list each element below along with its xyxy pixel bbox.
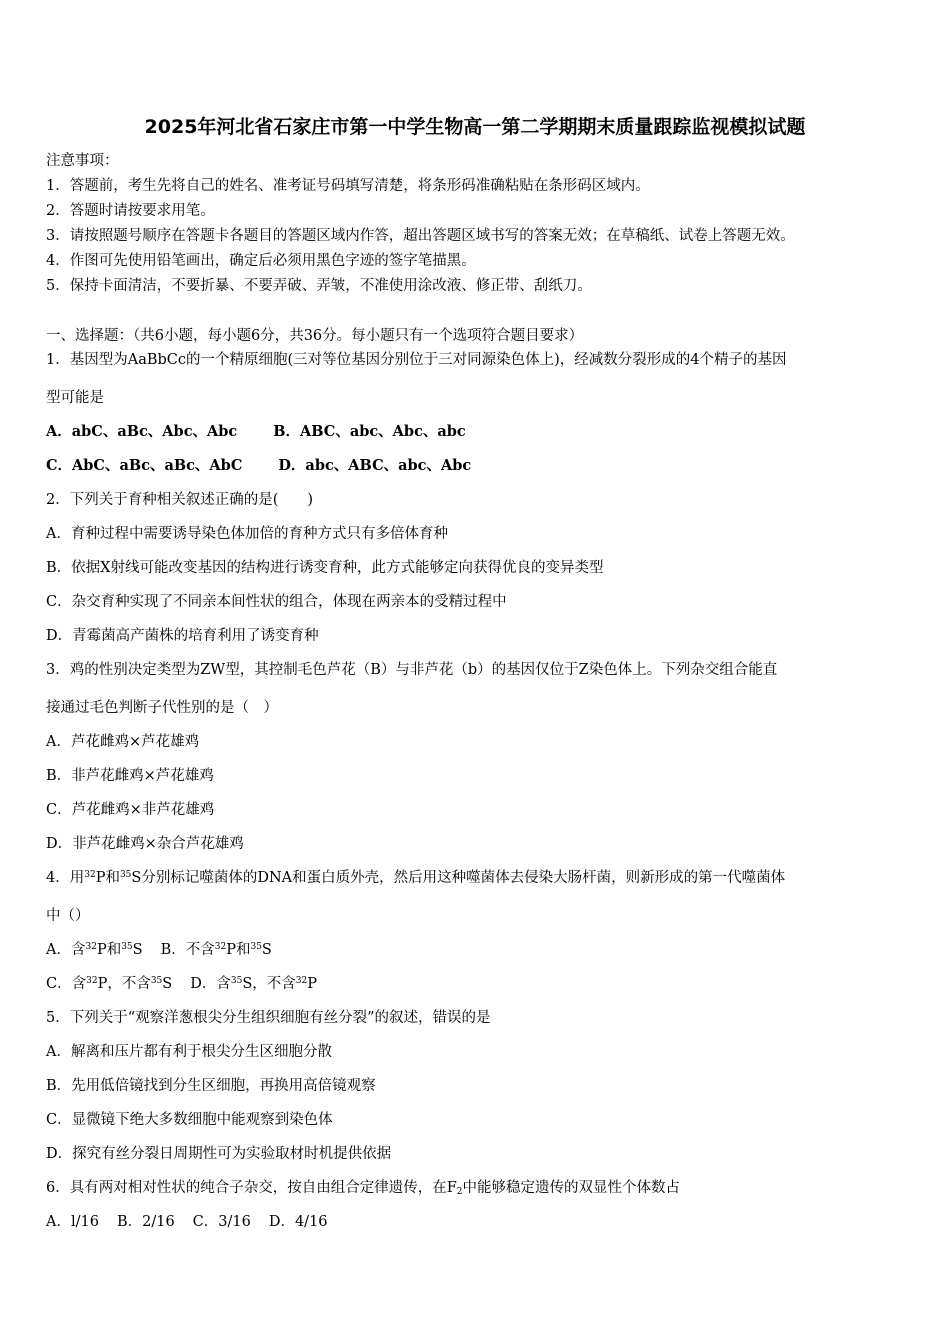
q2-option-d: D．青霉菌高产菌株的培育利用了诱变育种 [46,628,319,644]
q1-option-d: D．abc、ABC、abc、Abc [278,457,472,474]
q5-option-d: D．探究有丝分裂日周期性可为实验取材时机提供依据 [46,1146,392,1162]
q4-options-row2 [46,974,317,994]
q4-stem-line1: 4．用$^{32}$P和$^{35}$S分别标记噬菌体的DNA和蛋白质外壳，然后用这种噬菌体去侵染大肠杆菌，则新形成的第一代噬菌体 [46,870,786,886]
q1-stem-line2: 型可能是 [46,390,104,406]
q6-options [46,1212,328,1232]
q5-stem: 5．下列关于“观察洋葱根尖分生组织细胞有丝分裂”的叙述，错误的是 [46,1010,491,1026]
page-title: 2025年河北省石家庄市第一中学生物高一第二学期期末质量跟踪监视模拟试题 [144,116,806,138]
q6-option-d: D．4/16 [268,1214,328,1230]
q1-stem-line1: 1．基因型为AaBbCc的一个精原细胞(三对等位基因分别位于三对同源染色体上)，经减数分裂形成的4个精子的基因 [46,352,787,368]
q3-stem-line1: 3．鸡的性别决定类型为ZW型，其控制毛色芦花（B）与非芦花（b）的基因仅位于Z染色体上。下列杂交组合能直 [46,662,778,678]
q2-option-b: B．依据X射线可能改变基因的结构进行诱变育种，此方式能够定向获得优良的变异类型 [46,560,604,576]
q2-option-c: C．杂交育种实现了不同亲本间性状的组合，体现在两亲本的受精过程中 [46,594,507,610]
section-heading: 一、选择题：（共6小题，每小题6分，共36分。每小题只有一个选项符合题目要求） [46,328,584,344]
q1-options-row2 [46,456,471,476]
q4-option-a: A．含$^{32}$P和$^{35}$S [46,942,143,958]
q6-option-a: A．l/16 [46,1214,99,1230]
q4-stem-line2: 中（） [46,908,90,924]
q4-option-c: C．含$^{32}$P，不含$^{35}$S [46,976,173,992]
q3-option-c: C．芦花雌鸡×非芦花雄鸡 [46,802,215,818]
q6-option-b: B．2/16 [116,1214,175,1230]
notice-item-4: 4．作图可先使用铅笔画出，确定后必须用黑色字迹的签字笔描黑。 [46,253,476,269]
q1-option-c: C．AbC、aBc、aBc、AbC [46,457,243,474]
q1-option-a: A．abC、aBc、Abc、Abc [46,423,238,440]
q4-option-d: D．含$^{35}$S，不含$^{32}$P [190,976,317,992]
q6-option-c: C．3/16 [192,1214,251,1230]
notice-item-2: 2．答题时请按要求用笔。 [46,203,215,219]
notice-heading: 注意事项： [46,153,119,169]
q4-option-b: B．不含$^{32}$P和$^{35}$S [160,942,272,958]
q3-option-a: A．芦花雌鸡×芦花雄鸡 [46,734,200,750]
q2-stem: 2．下列关于育种相关叙述正确的是( ) [46,492,314,508]
q4-options-row1 [46,940,272,960]
notice-item-1: 1．答题前，考生先将自己的姓名、准考证号码填写清楚，将条形码准确粘贴在条形码区域内。 [46,178,650,194]
q2-option-a: A．育种过程中需要诱导染色体加倍的育种方式只有多倍体育种 [46,526,448,542]
q6-stem: 6．具有两对相对性状的纯合子杂交，按自由组合定律遗传，在$F_2$中能够稳定遗传的双显性个体数占 [46,1180,681,1197]
q3-option-b: B．非芦花雌鸡×芦花雄鸡 [46,768,214,784]
q5-option-c: C．显微镜下绝大多数细胞中能观察到染色体 [46,1112,333,1128]
q3-stem-line2: 接通过毛色判断子代性别的是（ ） [46,700,278,716]
q1-option-b: B．ABC、abc、Abc、abc [273,423,466,440]
notice-item-5: 5．保持卡面清洁，不要折暴、不要弄破、弄皱，不准使用涂改液、修正带、刮纸刀。 [46,278,592,294]
q5-option-a: A．解离和压片都有利于根尖分生区细胞分散 [46,1044,332,1060]
q1-options-row1 [46,422,466,442]
q5-option-b: B．先用低倍镜找到分生区细胞，再换用高倍镜观察 [46,1078,376,1094]
notice-item-3: 3．请按照题号顺序在答题卡各题目的答题区域内作答，超出答题区域书写的答案无效；在草稿纸、试卷上答题无效。 [46,228,795,244]
q3-option-d: D．非芦花雌鸡×杂合芦花雄鸡 [46,836,244,852]
